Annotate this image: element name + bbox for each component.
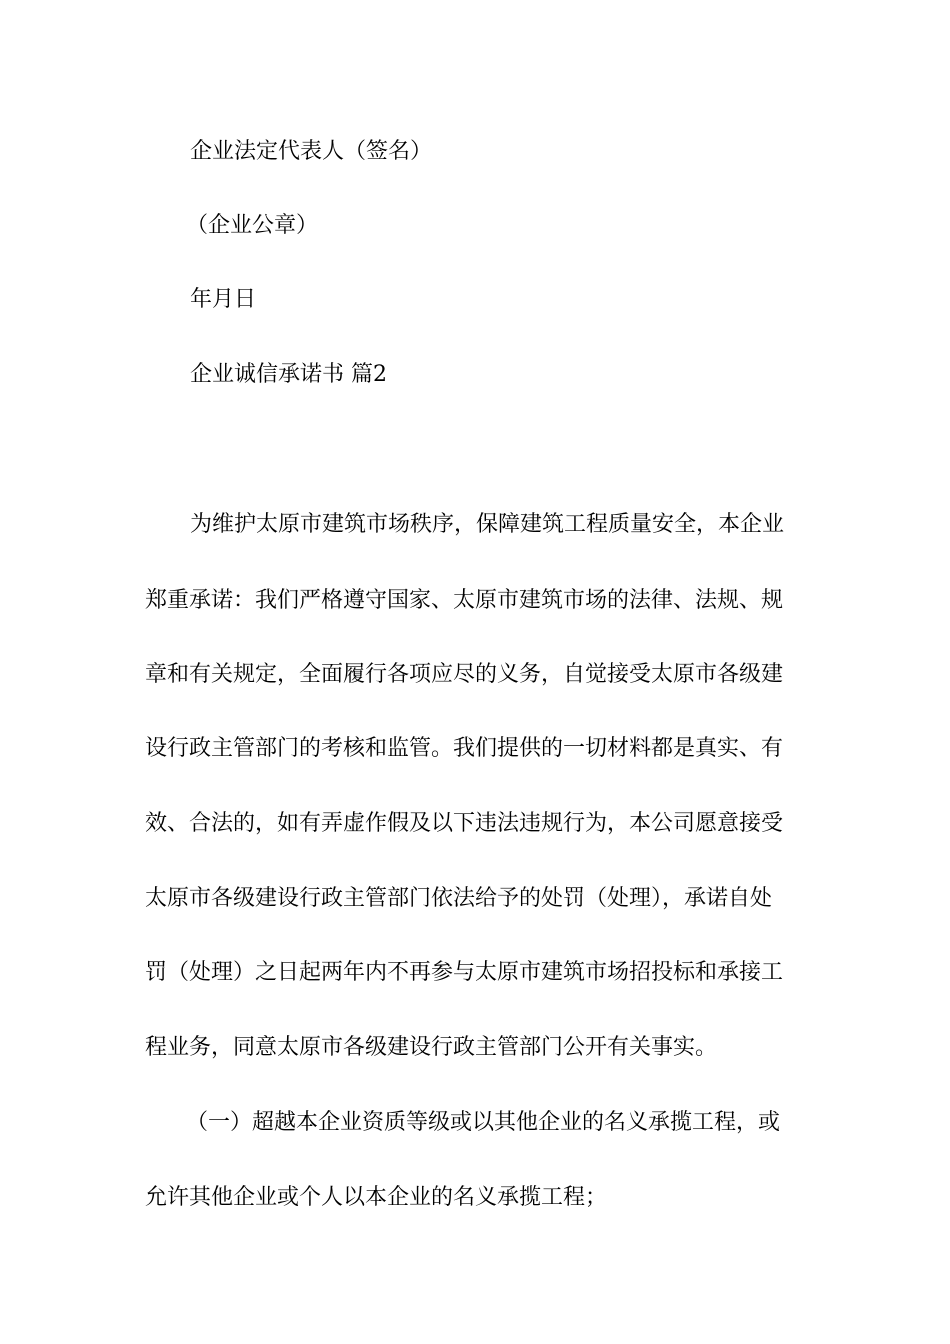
paragraph-line: 为维护太原市建筑市场秩序，保障建筑工程质量安全，本企业 (190, 512, 785, 537)
paragraph-line: 允许其他企业或个人以本企业的名义承揽工程； (145, 1185, 608, 1210)
company-seal-label: （企业公章） (186, 213, 319, 238)
paragraph-line: 郑重承诺：我们严格遵守国家、太原市建筑市场的法律、法规、规 (145, 588, 784, 613)
paragraph-line: 罚（处理）之日起两年内不再参与太原市建筑市场招投标和承接工 (145, 960, 784, 985)
paragraph-line: 程业务，同意太原市各级建设行政主管部门公开有关事实。 (145, 1035, 718, 1060)
paragraph-line: （一）超越本企业资质等级或以其他企业的名义承揽工程，或 (186, 1110, 781, 1135)
date-label: 年月日 (190, 287, 257, 312)
paragraph-line: 太原市各级建设行政主管部门依法给予的处罚（处理），承诺自处 (145, 886, 773, 911)
section-title: 企业诚信承诺书 篇2 (190, 362, 387, 387)
representative-signature-label: 企业法定代表人（签名） (190, 139, 433, 164)
paragraph-line: 设行政主管部门的考核和监管。我们提供的一切材料都是真实、有 (145, 736, 784, 761)
paragraph-line: 效、合法的，如有弄虚作假及以下违法违规行为，本公司愿意接受 (145, 811, 784, 836)
paragraph-line: 章和有关规定，全面履行各项应尽的义务，自觉接受太原市各级建 (145, 662, 784, 687)
